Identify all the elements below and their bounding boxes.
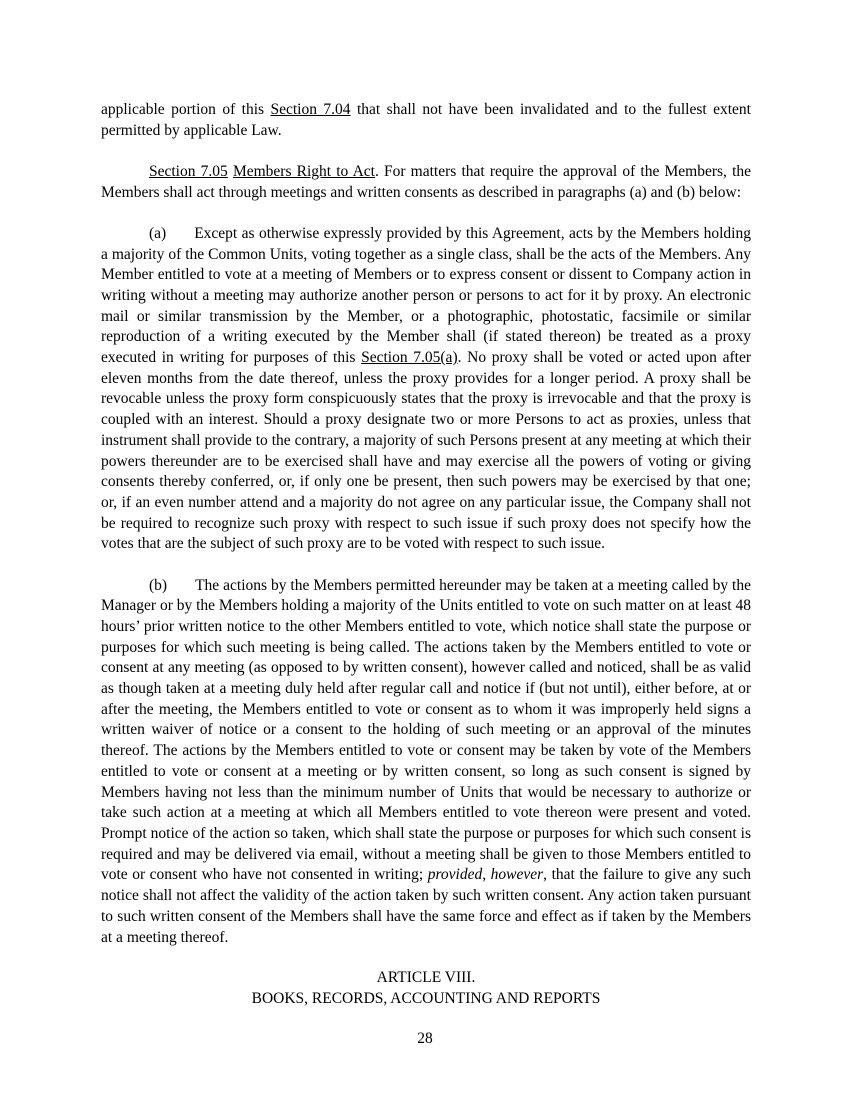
text-run: Except as otherwise expressly provided by this Agreement, acts by the Members holding a majority of the Common Units, voting together as a single class, shall be the acts of the Members. Any Member entitled to vote at a meeting of Members or to express consent or dissent to Company action in writing without a meeting may authorize another person or persons to act for it by proxy. An electronic mail or similar transmission by the Member, or a photographic, photostatic, facsimile or similar reproduction of a writing executed by the Member shall (if stated thereon) be treated as a proxy executed in writing for purposes of this [101, 224, 751, 367]
section-title: Members Right to Act [232, 162, 375, 180]
paragraph-a [101, 224, 751, 555]
paragraph-label: (a) [149, 224, 167, 242]
italic-text: provided, however [427, 866, 544, 884]
text-run: that shall not have been invalidated and to the fullest extent permitted by applicable Law. [101, 101, 751, 139]
section-number: Section 7.05 [149, 162, 228, 180]
text-run: applicable portion of this [101, 101, 271, 118]
article-number: ARTICLE VIII. [376, 969, 476, 987]
article-title: BOOKS, RECORDS, ACCOUNTING AND REPORTS [251, 989, 601, 1007]
page-number: 28 [417, 1030, 433, 1047]
text-run: , that the failure to give any such notice shall not affect the validity of the action taken by such written consent. Any action taken pursuant to such written consent of the Members shall have the same force and effect as if taken by the Members at a meeting thereof. [101, 866, 751, 946]
paragraph-section-7-04-end [101, 100, 751, 141]
section-reference: Section 7.04 [270, 101, 351, 118]
paragraph-label: (b) [149, 576, 168, 594]
text-run: The actions by the Members permitted hereunder may be taken at a meeting called by the Manager or by the Members holding a majority of the Units entitled to vote on such matter on at least 48 hours’ prior written notice to the other Members entitled to vote, which notice shall state the purpose or purposes for which such meeting is being called. The actions taken by the Members entitled to vote or consent at any meeting (as opposed to by written consent), however called and noticed, shall be as valid as though taken at a meeting duly held after regular call and notice if (but not until), either before, at or after the meeting, the Members entitled to vote or consent as to whom it was improperly held signs a written waiver of notice or a consent to the holding of such meeting or an approval of the minutes thereof. The actions by the Members entitled to vote or consent may be taken by vote of the Members entitled to vote or consent at a meeting or by written consent, so long as such consent is signed by Members having not less than the minimum number of Units that would be necessary to authorize or take such action at a meeting at which all Members entitled to vote thereon were present and voted. Prompt notice of the action so taken, which shall state the purpose or purposes for which such consent is required and may be delivered via email, without a meeting shall be given to those Members entitled to vote or consent who have not consented in writing; [101, 576, 751, 884]
text-run: . For matters that require the approval of the Members, the Members shall act through meetings and written consents as described in paragraphs (a) and (b) below: [101, 162, 752, 201]
paragraph-b [101, 576, 751, 949]
section-reference: Section 7.05(a) [361, 349, 458, 367]
article-heading [101, 968, 751, 1009]
paragraph-section-7-05 [101, 162, 751, 203]
text-run: . No proxy shall be voted or acted upon after eleven months from the date thereof, unless the proxy provides for a longer period. A proxy shall be revocable unless the proxy form conspicuously states that the proxy is irrevocable and that the proxy is coupled with an interest. Should a proxy designate two or more Persons to act as proxies, unless that instrument shall provide to the contrary, a majority of such Persons present at any meeting at which their powers thereunder are to be exercised shall have and may exercise all the powers of voting or giving consents thereby conferred, or, if only one be present, then such powers may be exercised by that one; or, if an even number attend and a majority do not agree on any particular issue, the Company shall not be required to recognize such proxy with respect to such issue if such proxy does not specify how the votes that are the subject of such proxy are to be voted with respect to such issue. [101, 349, 751, 553]
document-page [101, 100, 751, 1010]
